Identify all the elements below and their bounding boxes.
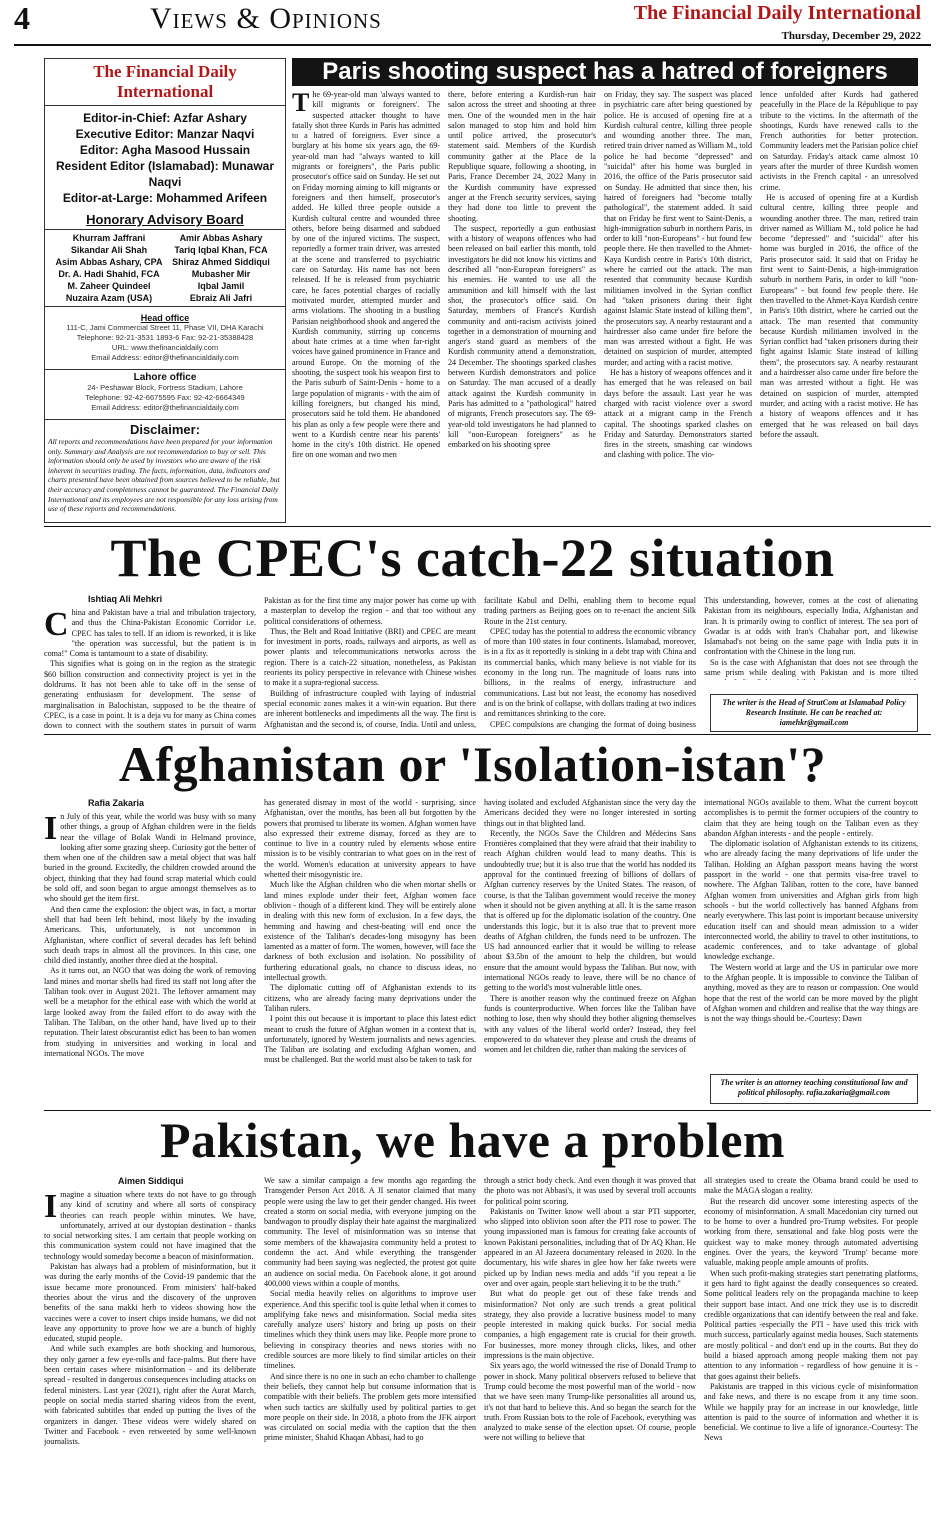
paragraph: all strategies used to create the Obama brand could be used to make the MAGA slogan a reality. [704,1176,918,1196]
paragraph: CPEC compulsions are changing the format of doing business [490,719,696,729]
page-header [0,0,945,60]
board-member: Nuzaira Azam (USA) [65,293,153,303]
board-member: Iqbal Jamil [197,281,245,291]
paragraph: Imagine a situation where texts do not have to go through any kind of scrutiny and where all sorts of conspiracy theories can reach people within minutes. We have, unfortunately, arrived at our dystopian destination - thanks to social networking sites. I am certain that people working on this communication system could not have imagined that the technology would someday become a beacon of misinformation. [44,1190,256,1261]
masthead-box [44,58,286,523]
board-member: Khurram Jaffrani [72,233,146,243]
lahore-office-title: Lahore office [45,369,285,383]
section-title: Views & Opinions [150,2,382,35]
article-2-column-4 [704,596,918,680]
article-2-column-2 [264,596,476,730]
paragraph: The suspect, reportedly a gun enthusiast with a history of weapons offences who had been released on bail earlier this month, told investigators he did not know his victims and described all "non-European foreigners" as his enemies. He wanted to use all the ammunition and kill himself with the last shot, the prosecutor's office said. On Saturday, members of France's Kurdish community and anti-racism activists joined together in a demonstration of mourning and anger's stand guard as members of the Kurdish community attend a demonstration, 24 December. The shootings sparked clashes between Kurdish demonstrators and police on Saturday. The man accused of a deadly attack against the Kurdish community in Paris has admitted to a "pathological" hatred of migrants, French prosecutors say. The 69-year-old told investigators he had planned to kill "non-European foreigners" as he embarked on his shooting spree [448,223,596,450]
article-1-column-2 [448,90,596,522]
editor-line: Editor-in-Chief: Azfar Ashary [83,111,247,125]
paragraph: He has a history of weapons offences and it has emerged that he was released on bail days before the assault. Last year he was charged with racist violence over a sword attack at a migrant camp in the French capital. The shootings sparked clashes on Friday and Saturday. Demonstrators started fires in the streets, smashing car windows and clashing with police. The vio- [604,368,752,460]
paragraph: Social media heavily relies on algorithms to improve user experience. And this specific tool is quite lethal when it comes to amplifying fake news and misinformation. Social media sites carefully analyze users' history and bring up posts on their timelines which they think users may like. People more prone to believing in conspiracy theories and news stories with no credible sources are more likely to find similar articles on their timelines. [264,1289,476,1371]
paragraph: Much like the Afghan children who die when mortar shells or land mines explode under their feet, Afghan women face oblivion - though of a different kind. They will be entirely alone in dealing with this new form of exclusion. In a few days, the hemming and hawing and chest-beating will end once the existence of the Taliban's decades-long misogyny has been lamented as a matter of form. The women, however, will face the darkness of both exclusion and isolation. No possibility of furthering educational goals, no chance to discuss ideas, no intellectual growth. [264,880,476,983]
paragraph: has generated dismay in most of the world - surprising, since Afghanistan, over the months, has been all but forgotten by the powers that promised to liberate its women. Afghan women have also expressed their extreme dismay, forced as they are to continue to live in a country ruled by elements whose entire mission is to be visibly contrarian to what goes on in the rest of the world. Women's education at university appears to have whetted their misogynistic ire. [264,798,476,880]
head-office-address [45,323,285,363]
drop-cap: T [292,90,310,117]
lahore-office-address [45,383,285,413]
paragraph: The Western world at large and the US in particular owe more to the Afghan people. It is impossible to convince the Taliban of anything, moved as they are to reason or compassion. One would hope that the rest of the world can be more moved by the plight of Afghan women and children and realise that the way things are is not the way things should be.-Courtesy: Dawn [704,962,918,1024]
paragraph: CPEC today has the potential to address the economic vibrancy of more than 100 states in four continents. Islamabad, moreover, is in a fix as it reportedly is sinking in a debt trap with China and its commercial banks, which many believe is not viable for its economy in the long run. The magnitude of loans runs into billions, in the realms of energy, infrastructure and communications. Last but not least, the economy has nosedived and is on the brink of collapse, with dollars trading at two indices and remittances shrinking to the core. [484,626,696,719]
article-4-column-1 [44,1190,256,1514]
divider [44,734,931,735]
paragraph: on Friday, they say. The suspect was placed in psychiatric care after being questioned by police. He is accused of opening fire at a Kurdish cultural centre, killing three people and wounding another three. The man, retired train driver named as William M., told police he had become "depressed" and "suicidal" after his home was burgled in 2016, the office of the Paris prosecutor said on Sunday. He admitted that since then, his hatred of foreigners had "become totally pathological", the statement added. It said that on Friday he first went to Saint-Denis, a high-immigration suburb in northern Paris, in order to kill "non-Europeans" - but found few people there. He then travelled to the Ahmet-Kaya Kurdish centre in Paris's 10th district, where he carried out the attack. The man resented that community because Kurdish militiamen involved in the Syrian conflict had "taken prisoners during their fight against Islamic State instead of killing them", the prosecutors say. A nearby restaurant and a hairdresser also came under fire before the man was arrested without a fight. He was detained on suspicion of murder, attempted murder, and acting with a racist motive. [604,90,752,367]
paragraph: He is accused of opening fire at a Kurdish cultural centre, killing three people and wounding another three. The man, retired train driver named as William M., told police he had become "depressed" and "suicidal" after his home was burgled in 2016, the office of the Paris prosecutor said. It said that on Friday he first went to Saint-Denis, a high-immigration suburb in northern Paris, in order to kill "non-Europeans" - but found few people there. He then travelled to the Ahmet-Kaya Kurdish centre in Paris's 10th district, where he carried out the attack. The man resented that community because Kurdish militiamen involved in the Syrian conflict had "taken prisoners during their fight against Islamic State instead of killing them", the prosecutors say. A nearby restaurant and a hairdresser also came under fire before the man was arrested without a fight. He was detained on suspicion of murder, attempted murder, and acting with a racist motive. He has a history of weapons offences and it has emerged that he was released on bail days before the assault. [760,192,918,439]
paragraph: This understanding, however, comes at the cost of alienating Pakistan from its neighbours, especially India, Afghanistan and Iran. It is primarily owing to conflict of interest. The sea port of Gwadar is at odds with Iran's Chabahar port, and likewise Islamabad's not being on the same page with India puts it in confrontation with the Chinese in the long run. [704,596,918,657]
address-line: 24- Peshawar Block, Fortress Stadium, Lahore [87,383,243,392]
article-3-author-note: The writer is an attorney teaching constitutional law and political philosophy. rafia.zakaria@gmail.com [710,1074,918,1104]
address-line: Email Address: editor@thefinancialdaily.com [91,403,239,412]
board-member: Amir Abbas Ashary [179,233,263,243]
paragraph: Six years ago, the world witnessed the rise of Donald Trump to power in shock. Many political observers refused to believe that Trump could become the most powerful man of the world - now that we have seen many Trump-like personalities all around us, it's not that hard to believe this. And so began the search for the truth. From Russian bots to the role of Facebook, everything was analyzed to make sense of the election upset. Of course, people were not willing to believe that [484,1361,696,1443]
paragraph: China and Pakistan have a trial and tribulation trajectory, and thus the China-Pakistan Economic Corridor i.e. CPEC has tales to tell. If an idiom is reworked, it is like "the operation was successful, but the patient is in coma!" Coma is tantamount to a state of disability. [44,608,256,659]
board-member: M. Zaheer Quindeel [67,281,151,291]
board-member: Shiraz Ahmed Siddiqui [172,257,270,267]
paragraph: Pakistanis are trapped in this vicious cycle of misinformation and fake news, and there is no escape from it any time soon. While we happily pray for an increase in our knowledge, little attention is paid to the source of information and whether it is beneficial. We continue to live a life of ignorance.-Courtesy: The News [704,1381,918,1443]
publication-name: The Financial Daily International [633,2,921,24]
editors-list [45,110,285,206]
paragraph: In July of this year, while the world was busy with so many other things, a group of Afghan children were in the fields near the village of Bolak Wandi in Helmand province, looking after some grazing sheep. Curiosity got the better of them when one of the children saw a metal object that was half buried in the ground. Excitedly, the children crowded around the object, thinking that they had found scrap material which could be sold off, and soon began to argue amongst themselves as to who should get the item first. [44,812,256,904]
board-member: Tariq Iqbal Khan, FCA [174,245,268,255]
paragraph: But what do people get out of these fake trends and misinformation? Not only are such trends a great political strategy, they also provide a lucrative business model to many people interested in making quick bucks. For social media companies, a high engagement rate is crucial for their growth. For businesses, more money through clicks, likes, and other impressions is the main objective. [484,1289,696,1361]
paragraph: There is another reason why the continued freeze on Afghan funds is counterproductive. When forces like the Taliban have nothing to lose, then why should they bother aligning themselves with any values of the liberal world order? Instead, they feel empowered to do whatever they please and crush the dreams of women and let children die, rather than making the services of [484,993,696,1055]
article-1-column-4 [760,90,918,522]
address-line: Telephone: 92-21-3531 1893-6 Fax: 92-21-35388428 [76,333,254,342]
paragraph: facilitate Kabul and Delhi, enabling them to become equal trading partners as Beijing goes on to re-enact the ancient Silk Route in the 21st century. [484,596,696,626]
board-left-column [53,232,165,304]
article-3-column-3 [484,798,696,1104]
page-number: 4 [14,0,30,36]
paragraph: lence unfolded after Kurds had gathered peacefully in the Place de la République to pay tribute to the victims. In the aftermath of the shootings, Kurds have renewed calls to the French authorities for better protection. Community leaders met the Parisian police chief on Saturday. Friday's attack came almost 10 years after the murder of three Kurdish women activists in the French capital - an unresolved crime. [760,90,918,192]
editor-line: Executive Editor: Manzar Naqvi [75,127,255,141]
paragraph: international NGOs available to them. What the current boycott accomplishes is to permit the former occupiers of the country to claim that they are being tough on the Taliban even as they abandon Afghan interests - and the people - entirely. [704,798,918,838]
advisory-board-members [45,229,285,307]
article-3-byline: Rafia Zakaria [88,798,145,808]
divider [44,1110,931,1111]
paragraph: And since there is no one in such an echo chamber to challenge their beliefs, they cannot help but consume information that is compatible with their beliefs. The problem gets more intensified when such tactics are skilfully used by political parties to get more people on their side. In 2018, a photo from the JFK airport was circulated on social media with the caption that the then prime minister, Shahid Khaqan Abbasi, had to go [264,1371,476,1443]
paragraph: And while such examples are both shocking and humorous, they only garner a few eye-rolls and face-palms. But there have been certain cases where misinformation - and its deliberate spread - resulted in dangerous consequences including attacks on federal ministers. Last year (2021), right after the Aurat March, people on social media started sharing videos from the event, with fabricated subtitles that ended up putting the lives of the organizers in danger. These videos were widely shared on Twitter and Facebook - even retweeted by some well-known journalists. [44,1344,256,1447]
paragraph: Pakistan has always had a problem of misinformation, but it was during the early months of the Covid-19 pandemic that the issue became more pronounced. From ministers' half-baked theories about the virus and the discovery of the unproven benefits of the sana makki herb to videos showing how the vaccines were a cover to insert chips inside humans, we did not leave any opportunity to prove how we are a bunch of highly educated, stupid people. [44,1262,256,1344]
address-line: Telephone: 92-42-6675595 Fax: 92-42-6664349 [85,393,245,402]
address-line: URL: www.thefinancialdaily.com [111,343,219,352]
article-3-column-4 [704,798,918,1062]
paragraph: And then came the explosion: the object was, in fact, a mortar shell that had been left behind, most likely by the invading Americans. This, unfortunately, is not uncommon in Afghanistan, where conflict of several decades has left behind such death traps in almost all the provinces. In this case, one child died instantly, another three died at the hospital. [44,904,256,966]
board-member: Sikandar Ali Shah [70,245,148,255]
head-office-title: Head office [140,313,190,323]
article-2-column-3 [484,596,696,730]
paragraph: Pakistanis on Twitter know well about a star PTI supporter, who slipped into oblivion soon after the PTI rose to power. The young impassioned man is famous for creating fake accounts of known Pakistani personalities, including that of Dr AQ Khan. He appeared in an Al Jazeera documentary released in 2020. In the documentary, his wife shares in glee how her fake tweets were picked up by Indian news media and adds "if you repeat a lie over and over again, people start believing it to be the truth." [484,1206,696,1288]
board-member: Mubasher Mir [191,269,251,279]
board-member: Ebraiz Ali Jafri [189,293,253,303]
paragraph: I point this out because it is important to place this latest edict meant to crush the future of Afghan women in a context that is, unfortunately, ignored by Western journalists and news agencies. The Taliban are isolating and excluding Afghan women, and must be challenged. But the world must also be taken to task for [264,1014,476,1065]
article-1-headline: Paris shooting suspect has a hatred of foreigners [292,58,918,86]
editor-line: Editor: Agha Masood Hussain [79,143,251,157]
board-member: Dr. A. Hadi Shahid, FCA [58,269,160,279]
drop-cap: C [44,608,69,643]
article-4-column-2 [264,1176,476,1514]
address-line: Email Address: editor@thefinancialdaily.com [91,353,239,362]
paragraph: Recently, the NGOs Save the Children and Médecins Sans Frontières complained that they were afraid that their inability to reach Afghan children would lead to many deaths. This is undoubtedly true; but it is also true that the world has nodded its approval for the continued freezing of billions of dollars of Afghan currency reserves by the United States. The reason, of course, is that the Taliban government would receive the money when it should not be given anything at all. It is the same reason that is offered up for the diplomatic isolation of the country. One understands this logic, but it is also true that to prevent more deaths of Afghan children, the funds need to be unfrozen. The US had announced earlier that it would be willing to release about $3.5bn of the amount to help the children, but would ensure that the amount would bypass the Taliban. But now, with international NGOs ready to leave, there will be no chance of getting to the world's most vulnerable little ones. [484,828,696,993]
paragraph: When such profit-making strategies start penetrating platforms, it gets hard to fight against the deadly consequences so created. Some political leaders rely on the propaganda machine to keep their support base intact. And one trick they use is to discredit credible organizations that can identify between the real and fake. Political parties -especially the PTI - have used this trick with much success, particularly against media houses. Such statements are mostly political - and don't end up in the courts. But they do build a biased approach among people making them not pay attention to any information - regardless of how genuine it is - that goes against their beliefs. [704,1268,918,1381]
paragraph: Thus, the Belt and Road Initiative (BRI) and CPEC are meant for investment in ports, roads, railways and airports, as well as power plants and telecommunications networks across the region. There is a catch-22 situation, nonetheless, as Pakistan reorients its policy perspective in relevance with Chinese wishes to make it a supra-regional success. [264,626,476,688]
disclaimer-text: All reports and recommendations have been prepared for your information only. Summary and Analysis are not recommendation to buy or sell. This information should only be used by investors who are aware of the risk inherent in securities trading. The facts, information, data, indicators and charts presented have been obtained from sources believed to be reliable, but their accuracy and completeness cannot be guaranteed. The Financial Daily International and its employees are not responsible for any loss arising from use of these reports and recommendations. [48,437,280,514]
article-4-byline: Aimen Siddiqui [118,1176,184,1186]
board-right-column [165,232,277,304]
issue-date: Thursday, December 29, 2022 [781,30,921,42]
article-3-headline: Afghanistan or 'Isolation-istan'? [118,736,827,792]
address-line: 111-C, Jami Commercial Street 11, Phase VII, DHA Karachi [66,323,264,332]
paragraph: So is the case with Afghanistan that does not see through the same prism while dealing with Pakistan and is more tilted [704,657,918,678]
article-2-headline: The CPEC's catch-22 situation [110,528,835,588]
article-3-column-1 [44,812,256,1104]
article-2-column-1 [44,608,256,730]
article-3-column-2 [264,798,476,1104]
paragraph: Pakistan as for the first time any major power has come up with a masterplan to develop the region - and that too without any political considerations of otherness. [264,596,476,626]
paragraph: having isolated and excluded Afghanistan since the very day the Americans decided they were no longer interested in sorting things out in that blighted land. [484,798,696,828]
paragraph: there, before entering a Kurdish-run hair salon across the street and shooting at three men. One of the wounded men in the hair salon managed to stop him and hold him until police arrived, the prosecutor's statement said. Members of the Kurdish community gather at the Place de la Republique square, following a shooting, in Paris, France December 24, 2022 Many in the Kurdish community have expressed anger at the French security services, saying they had done too little to prevent the shooting. [448,90,596,223]
article-2-byline: Ishtiaq Ali Mehkri [88,594,163,604]
editor-line: Editor-at-Large: Mohammed Arifeen [62,191,268,205]
board-member: Asim Abbas Ashary, CPA [55,257,163,267]
paragraph: This signifies what is going on in the region as the strategic $60 billion construction and connectivity project is yet in the doldrums. It has not been able to take off in the sense of generating enthusiasm for development. The sense of marginalisation in Balochistan, supposed to be the theatre of CPEC, is a case in point. It is a deja vu for many as China comes down to connect with the southern states in pursuit of warm [44,659,256,730]
paragraph: As it turns out, an NGO that was doing the work of removing land mines and mortar shells had fired its staff not long after the Taliban took over in August 2021. The leftover armament may well be a metaphor for the ethical ease with which the world at large looked away from the failed effort to do away with the Taliban. The Taliban, on the other hand, have lived up to their reputation. Their latest obscurantist edict has been to ban women from studying in universities and working in local and international NGOs. The move [44,966,256,1058]
advisory-board-title: Honorary Advisory Board [86,212,244,227]
paragraph: We saw a similar campaign a few months ago regarding the Transgender Person Act 2018. A JI senator claimed that many people were using the law to get their gender changed. His tweet created a storm on social media, with everyone jumping on the bandwagon to proudly display their hate against the marginalized community. The level of misinformation was so intense that some members of the khawajasira community held a protest to condemn the act. And while everything the transgender community had been saying was neglected, the protest got quite an audience on social media. On Facebook alone, it got around 400,000 views within a couple of months. [264,1176,476,1288]
paragraph: The diplomatic isolation of Afghanistan extends to its citizens, who are already facing the many deprivations of life under the Taliban. Holding an Afghan passport means having the worst passport in the world - one that permits visa-free travel to nowhere. The Afghan Taliban, rotten to the core, have banned Afghan women from universities and Afghan girls from high schools - but the world collectively has banned Afghans from nearly everywhere. This last point is important because university education itself can and should mean admission to a wider interconnected world, the ability to travel to other institutions, to academic conferences, and to take advantage of global knowledge exchange. [704,839,918,962]
divider [44,526,931,527]
article-2-author-note: The writer is the Head of StratCom at Islamabad Policy Research Institute. He can be reached at: iamehkr@gmail.com [710,694,918,732]
paragraph: But the research did uncover some interesting aspects of the economy of misinformation. A small Macedonian city turned out to be home to over a hundred pro-Trump websites. For people working from there, sensational and fake blog posts were the quickest way to make money through automated advertising engines. Over the years, the keyword 'Trump' became more valuable, making people ample amounts of profits. [704,1196,918,1268]
article-1-column-3 [604,90,752,522]
drop-cap: I [44,812,58,847]
article-4-headline: Pakistan, we have a problem [159,1112,786,1168]
masthead-title: The Financial Daily International [45,62,285,106]
disclaimer-title: Disclaimer: [45,419,285,437]
article-1-column-1 [292,90,440,522]
editor-line: Resident Editor (Islamabad): Munawar Naqvi [55,159,275,189]
drop-cap: I [44,1190,58,1225]
article-4-column-4 [704,1176,918,1514]
paragraph: The diplomatic cutting off of Afghanistan extends to its citizens, who are already facing many deprivations under the Taliban rulers. [264,983,476,1013]
paragraph: through a strict body check. And even though it was proved that the photo was not Abbasi's, it was used by several troll accounts for political point scoring. [484,1176,696,1206]
paragraph: Building of infrastructure coupled with laying of industrial special economic zones makes it a win-win equation. But there are inherent bottlenecks and impediments all the way. The first is Afghanistan and the second is, of course, India. Until and unless, [264,688,476,729]
header-rule [14,44,931,46]
article-4-column-3 [484,1176,696,1514]
paragraph: The 69-year-old man 'always wanted to kill migrants or foreigners'. The suspected attacker thought to have fatally shot three Kurds in Paris has admitted to a hatred of foreigners. Ever since a burglary at his home six years ago, the 69-year-old man had "always wanted to kill migrants or foreigners", the Paris public prosecutor's office said on Sunday. He set out on Friday morning aiming to kill migrants or foreigners and then himself, prosecutor's added. He killed three people outside a Kurdish cultural centre and wounded three others, before being disarmed and subdued by one of the injured victims. The suspect, reportedly a former train driver, was arrested at the scene and transferred to psychiatric care on Saturday. His name has not been released. If he is released from psychiatric care, he faces potential charges of racially motivated murder, attempted murder and arms violations. The shooting in a bustling Parisian neighborhood shook and angered the Kurdish community, stirring up concerns about hate crimes at a time when far-right voices have gained prominence in France and around Europe. On the morning of the shooting, the suspect took his weapon first to the Paris suburb of Saint-Denis - home to a large population of migrants - with the aim of killing foreigners, but changed his mind, prosecutors said he told them. He abandoned his plan as only a few people were there and went to a Kurdish centre near his parents' home in the city's 10th district. He opened fire on one woman and two men [292,90,440,460]
